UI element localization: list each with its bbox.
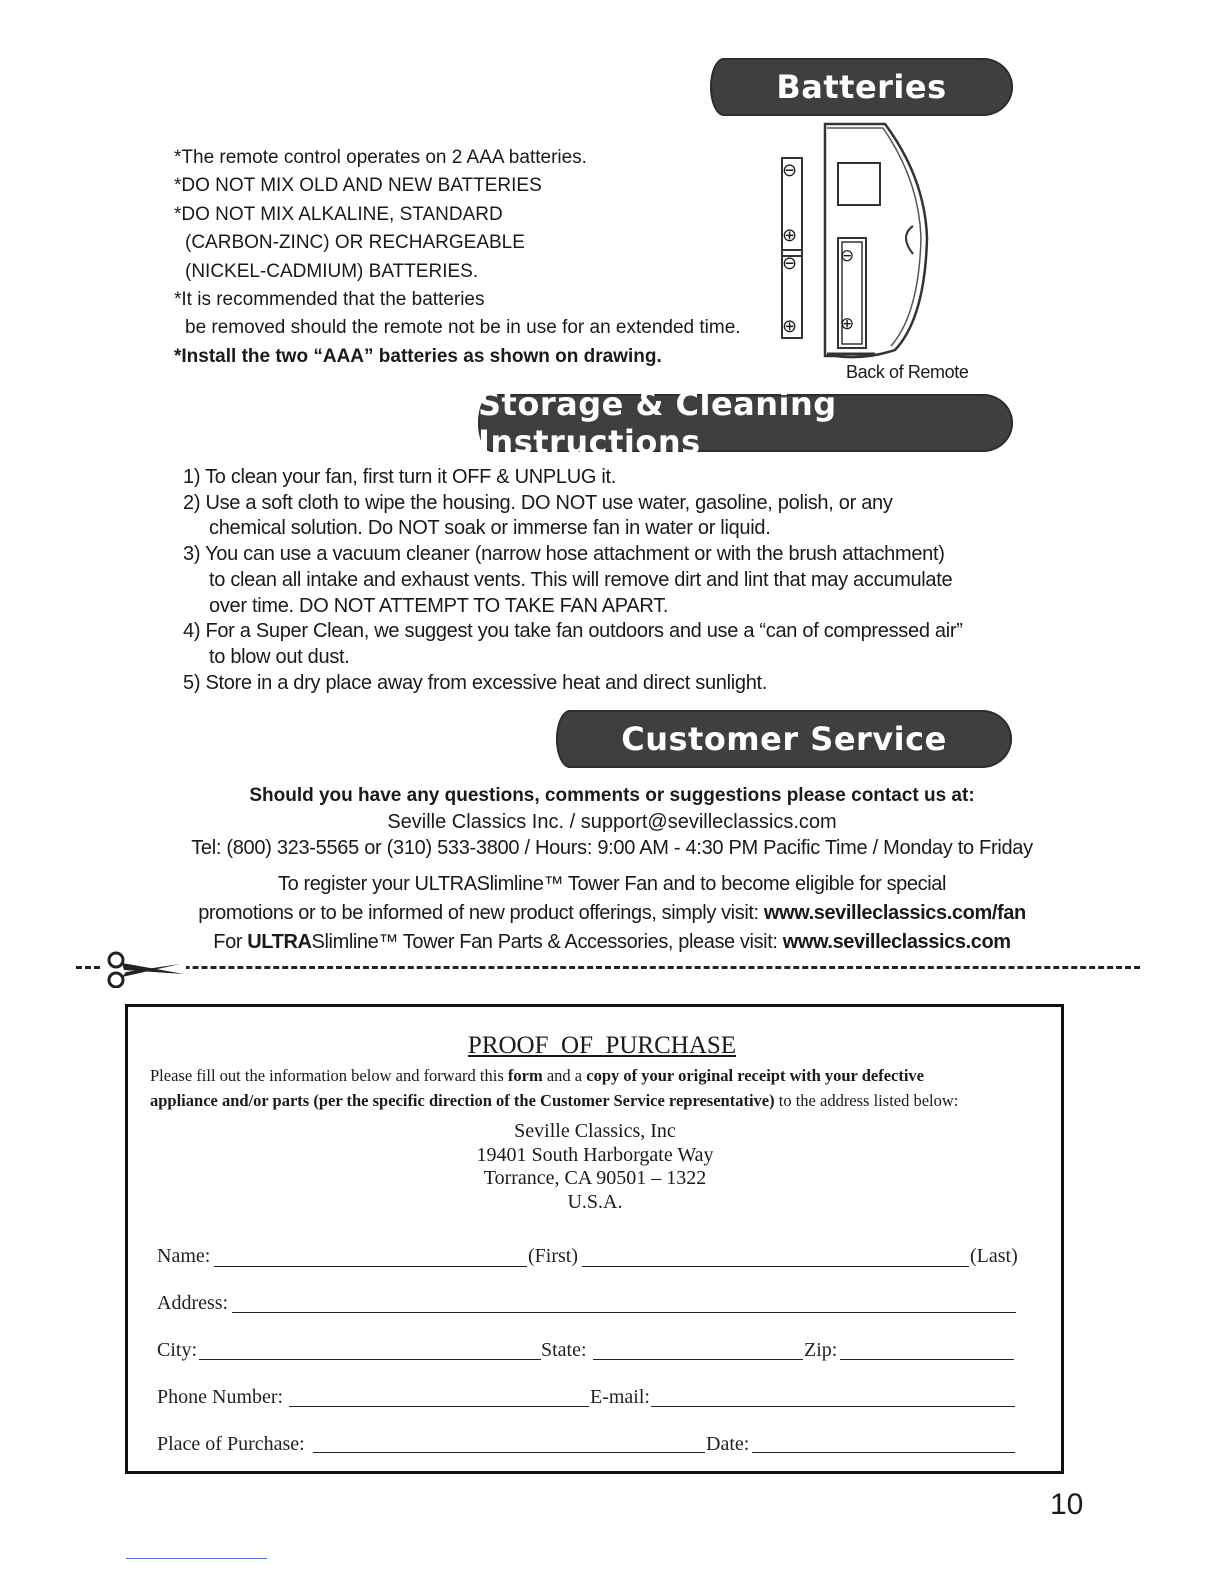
instr-text: copy of your original receipt with your defective <box>586 1066 924 1085</box>
name-label: Name: <box>157 1245 211 1267</box>
parts-brand: ULTRA <box>247 931 312 953</box>
zip-label: Zip: <box>804 1339 838 1361</box>
state-label: State: <box>541 1339 587 1361</box>
first-label: (First) <box>528 1245 578 1267</box>
city-field[interactable] <box>199 1359 541 1360</box>
register-line-1: To register your ULTRASlimline™ Tower Fan and to become eligible for special <box>277 873 947 895</box>
register-text: promotions or to be informed of new product offerings, simply visit: <box>198 902 764 924</box>
phone-field[interactable] <box>289 1406 589 1407</box>
batteries-instructions <box>174 144 741 371</box>
address-line: Seville Classics, Inc <box>514 1120 676 1142</box>
storage-line: 3) You can use a vacuum cleaner (narrow hose attachment or with the brush attachment) <box>183 543 945 566</box>
battery-line: be removed should the remote not be in use for an extended time. <box>185 317 741 339</box>
minus-icon: ⊖ <box>782 160 798 180</box>
storage-line: chemical solution. Do NOT soak or immerse fan in water or liquid. <box>209 517 771 540</box>
instr-text: and a <box>542 1066 587 1085</box>
battery-line: *It is recommended that the batteries <box>174 289 485 311</box>
first-name-field[interactable] <box>214 1266 527 1267</box>
proof-instructions-line-2 <box>150 1091 958 1111</box>
page-number: 10 <box>1050 1488 1084 1521</box>
contact-intro: Should you have any questions, comments or suggestions please contact us at: <box>249 785 975 806</box>
scissors-icon <box>100 950 186 988</box>
plus-icon: ⊕ <box>782 225 798 245</box>
battery-line: *The remote control operates on 2 AAA batteries. <box>174 147 587 168</box>
address-line: 19401 South Harborgate Way <box>476 1143 714 1166</box>
register-line-2 <box>0 902 1224 925</box>
telephone-hours: Tel: (800) 323-5565 or (310) 533-3800 / Hours: 9:00 AM - 4:30 PM Pacific Time / Monday to Friday <box>191 837 1033 859</box>
date-field[interactable] <box>752 1452 1015 1453</box>
phone-label: Phone Number: <box>157 1386 284 1408</box>
instr-text: to the address listed below: <box>774 1091 959 1110</box>
mailing-address <box>0 1120 1190 1214</box>
battery-line: (NICKEL-CADMIUM) BATTERIES. <box>185 260 479 282</box>
place-label: Place of Purchase: <box>157 1433 305 1455</box>
storage-line: 4) For a Super Clean, we suggest you take fan outdoors and use a “can of compressed air” <box>183 620 963 643</box>
storage-line: 2) Use a soft cloth to wipe the housing. DO NOT use water, gasoline, polish, or any <box>183 491 893 514</box>
city-label: City: <box>157 1339 198 1361</box>
battery-line-install: *Install the two “AAA” batteries as shown on drawing. <box>174 345 662 367</box>
plus-icon: ⊕ <box>782 316 798 336</box>
storage-line: 1) To clean your fan, first turn it OFF & UNPLUG it. <box>183 466 617 488</box>
zip-field[interactable] <box>840 1359 1014 1360</box>
storage-line: over time. DO NOT ATTEMPT TO TAKE FAN APART. <box>209 594 669 617</box>
parts-url-link[interactable]: www.sevilleclassics.com <box>782 931 1011 953</box>
parts-text: For <box>213 931 248 953</box>
battery-line: (CARBON-ZINC) OR RECHARGEABLE <box>185 232 525 254</box>
storage-line: to clean all intake and exhaust vents. This will remove dirt and lint that may accumulate <box>209 568 953 591</box>
register-url-link[interactable]: www.sevilleclassics.com/fan <box>763 902 1026 924</box>
instr-text: form <box>507 1066 543 1085</box>
address-line: Torrance, CA 90501 – 1322 <box>483 1167 707 1189</box>
storage-line: to blow out dust. <box>209 645 350 668</box>
address-field[interactable] <box>232 1312 1016 1313</box>
storage-header <box>478 385 1013 461</box>
batteries-header <box>710 58 1013 116</box>
last-label: (Last) <box>970 1245 1018 1267</box>
address-line: U.S.A. <box>567 1190 623 1213</box>
instr-text: appliance and/or parts (per the specific direction of the Customer Service representative) <box>150 1091 775 1110</box>
proof-title: PROOF OF PURCHASE <box>467 1032 737 1059</box>
minus-icon: ⊖ <box>782 253 798 273</box>
date-label: Date: <box>706 1433 750 1455</box>
batteries-header-label: Batteries <box>776 68 947 106</box>
storage-instructions <box>183 465 963 696</box>
cut-line <box>76 966 1140 969</box>
battery-line: *DO NOT MIX ALKALINE, STANDARD <box>174 203 503 225</box>
email-label: E-mail: <box>590 1386 650 1408</box>
remote-back-illustration <box>775 118 945 368</box>
figure-caption: Back of Remote <box>846 362 969 382</box>
parts-text: Slimline™ Tower Fan Parts & Accessories, please visit: <box>311 931 783 953</box>
plus-icon: ⊕ <box>840 314 855 333</box>
place-of-purchase-field[interactable] <box>313 1452 705 1453</box>
last-name-field[interactable] <box>582 1266 969 1267</box>
storage-line: 5) Store in a dry place away from excessive heat and direct sunlight. <box>183 671 768 694</box>
email-field[interactable] <box>651 1406 1015 1407</box>
state-field[interactable] <box>593 1359 803 1360</box>
storage-header-label: Storage & Cleaning Instructions <box>478 385 837 461</box>
company-email: Seville Classics Inc. / support@sevilleclassics.com <box>387 811 837 833</box>
address-label: Address: <box>157 1292 229 1314</box>
footer-rule <box>126 1558 267 1559</box>
minus-icon: ⊖ <box>840 246 855 265</box>
proof-instructions-line-1 <box>150 1066 924 1086</box>
instr-text: Please fill out the information below and forward this <box>150 1066 508 1085</box>
customer-service-header-label: Customer Service <box>621 720 947 758</box>
battery-line: *DO NOT MIX OLD AND NEW BATTERIES <box>174 175 542 197</box>
customer-service-header <box>556 710 1012 768</box>
